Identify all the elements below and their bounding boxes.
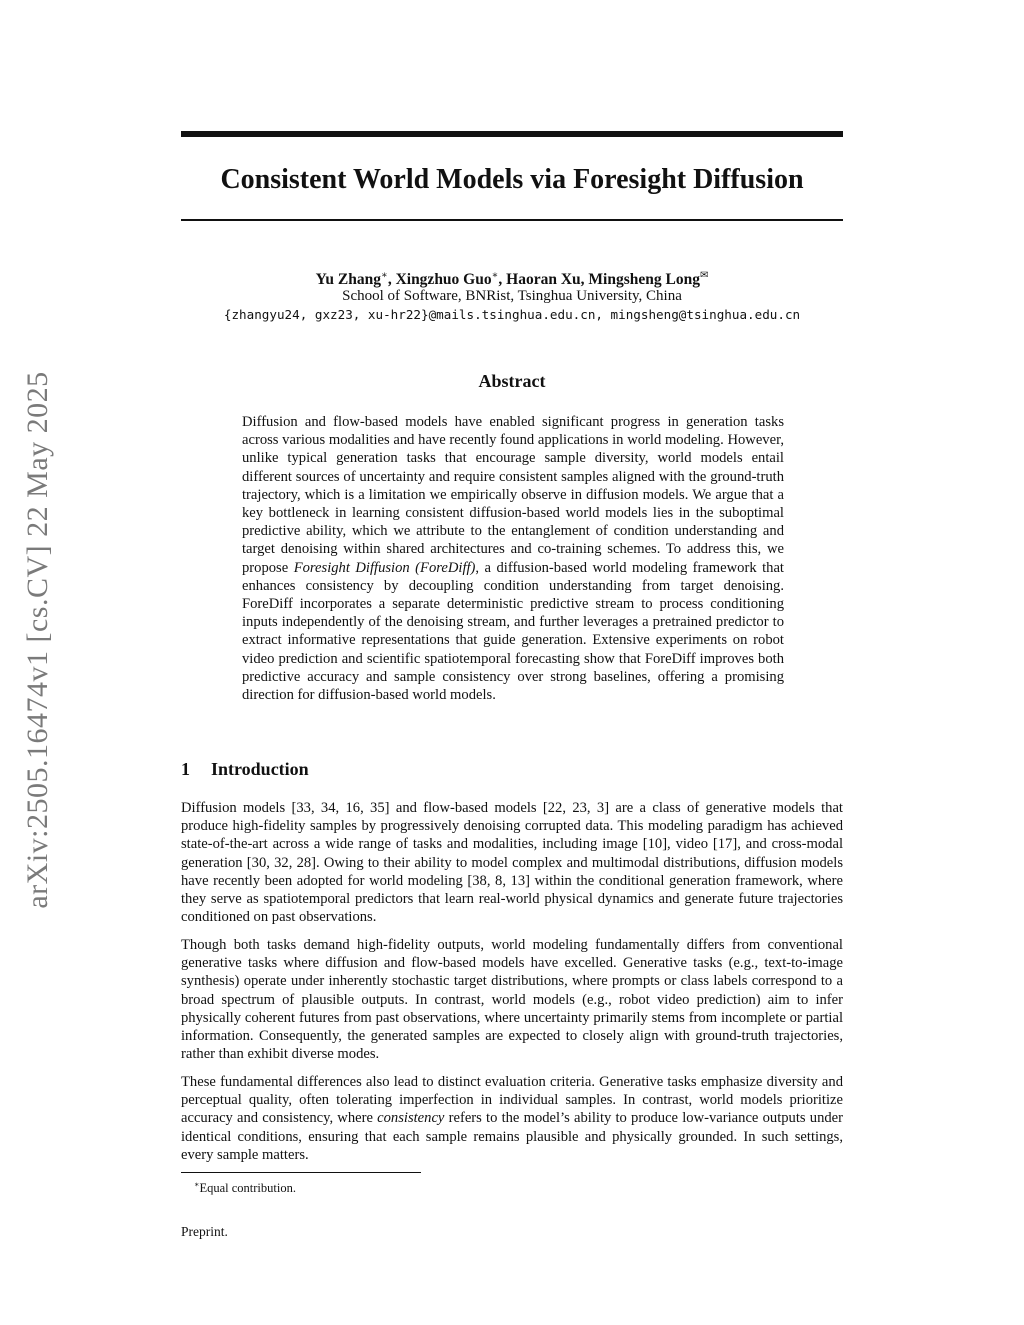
paragraph-text: These fundamental differences also lead to distinct evaluation criteria. Generative tasks emphasize diversity and perceptual quality, often tolerating imperfection in individual samples. In contrast, world models prioritize accuracy and consistency, where <box>181 1074 843 1127</box>
footnote-text: Equal contribution. <box>199 1181 296 1196</box>
title-top-rule <box>181 131 843 137</box>
equal-contribution-mark: ∗ <box>491 270 499 281</box>
paragraph-text: refers to the model’s ability to produce low-variance outputs under identical conditions, ensuring that each sample remains plausible and physically grounded. In such settings, every sample matters. <box>181 1110 843 1163</box>
author-emails: {zhangyu24, gxz23, xu-hr22}@mails.tsinghua.edu.cn, mingsheng@tsinghua.edu.cn <box>223 307 801 322</box>
abstract-body <box>242 413 784 704</box>
intro-paragraph-2: Though both tasks demand high-fidelity outputs, world modeling fundamentally differs from conventional generative tasks where diffusion and flow-based models have excelled. Generative tasks (e.g., text-to-image synthesis) operate under inherently stochastic target distributions, where prompts or class labels correspond to a broad spectrum of plausible outputs. In contrast, world models (e.g., robot video prediction) aim to infer physically coherent futures from past observations, where uncertainty primarily stems from incomplete or partial information. Consequently, the generated samples are expected to closely align with ground-truth trajectories, rather than exhibit diverse modes. <box>181 937 843 1063</box>
intro-paragraph-3 <box>181 1073 843 1164</box>
paragraph-emphasis: consistency <box>377 1110 445 1127</box>
section-heading-introduction <box>181 758 843 780</box>
footnote <box>194 1177 296 1196</box>
abstract-emphasis: Foresight Diffusion (ForeDiff) <box>293 559 476 576</box>
author-list: Yu Zhang∗, Xingzhuo Guo∗, Haoran Xu, Mingsheng Long✉ <box>315 270 709 289</box>
author-name: Mingsheng Long <box>588 271 700 289</box>
equal-contribution-mark: ∗ <box>381 270 388 281</box>
abstract-text: Diffusion and flow-based models have enabled significant progress in generation tasks across various modalities and have recently found applications in world modeling. However, unlike typical generation tasks that encourage sample diversity, world models entail different sources of uncertainty and require consistent samples aligned with the ground-truth trajectory, which is a limitation we empirically observe in diffusion models. We argue that a key bottleneck in learning consistent diffusion-based world models lies in the suboptimal predictive ability, which we attribute to the entanglement of condition understanding and target denoising within shared architectures and co-training schemes. To address this, we propose <box>242 414 784 576</box>
author-name: Yu Zhang <box>315 271 382 289</box>
section-title: Introduction <box>211 759 309 779</box>
footnote-mark: ∗ <box>194 1180 200 1189</box>
section-number: 1 <box>181 759 190 779</box>
corresponding-author-envelope-icon: ✉ <box>699 270 709 281</box>
author-name: Xingzhuo Guo <box>395 271 492 289</box>
arxiv-identifier-text: arXiv:2505.16474v1 [cs.CV] 22 May 2025 <box>21 371 54 909</box>
affiliation: School of Software, BNRist, Tsinghua University, China <box>342 288 682 304</box>
paper-title: Consistent World Models via Foresight Diffusion <box>220 164 804 195</box>
abstract-text: , a diffusion-based world modeling framework that enhances consistency by decoupling condition understanding from target denoising. ForeDiff incorporates a separate deterministic predictive stream to process conditioning inputs independently of the denoising stream, and further leverages a pretrained predictor to extract informative representations that guide generation. Extensive experiments on robot video prediction and scientific spatiotemporal forecasting show that ForeDiff improves both predictive accuracy and sample consistency over strong baselines, offering a promising direction for diffusion-based world models. <box>242 559 784 704</box>
abstract-heading: Abstract <box>478 371 546 391</box>
footer-preprint: Preprint. <box>181 1224 228 1239</box>
intro-paragraph-1: Diffusion models [33, 34, 16, 35] and flow-based models [22, 23, 3] are a class of generative models that produce high-fidelity samples by progressively denoising corrupted data. This modeling paradigm has achieved state-of-the-art across a wide range of tasks and modalities, including image [10], video [17], and cross-modal generation [30, 32, 28]. Owing to their ability to model complex and multimodal distributions, diffusion models have recently been adopted for world modeling [38, 8, 13] within the conditional generation framework, where they serve as spatiotemporal predictors that learn real-world physical dynamics and generate future trajectories conditioned on past observations. <box>181 800 843 926</box>
author-name: Haoran Xu <box>506 271 581 289</box>
footnote-rule <box>181 1172 421 1173</box>
title-bottom-rule <box>181 219 843 221</box>
